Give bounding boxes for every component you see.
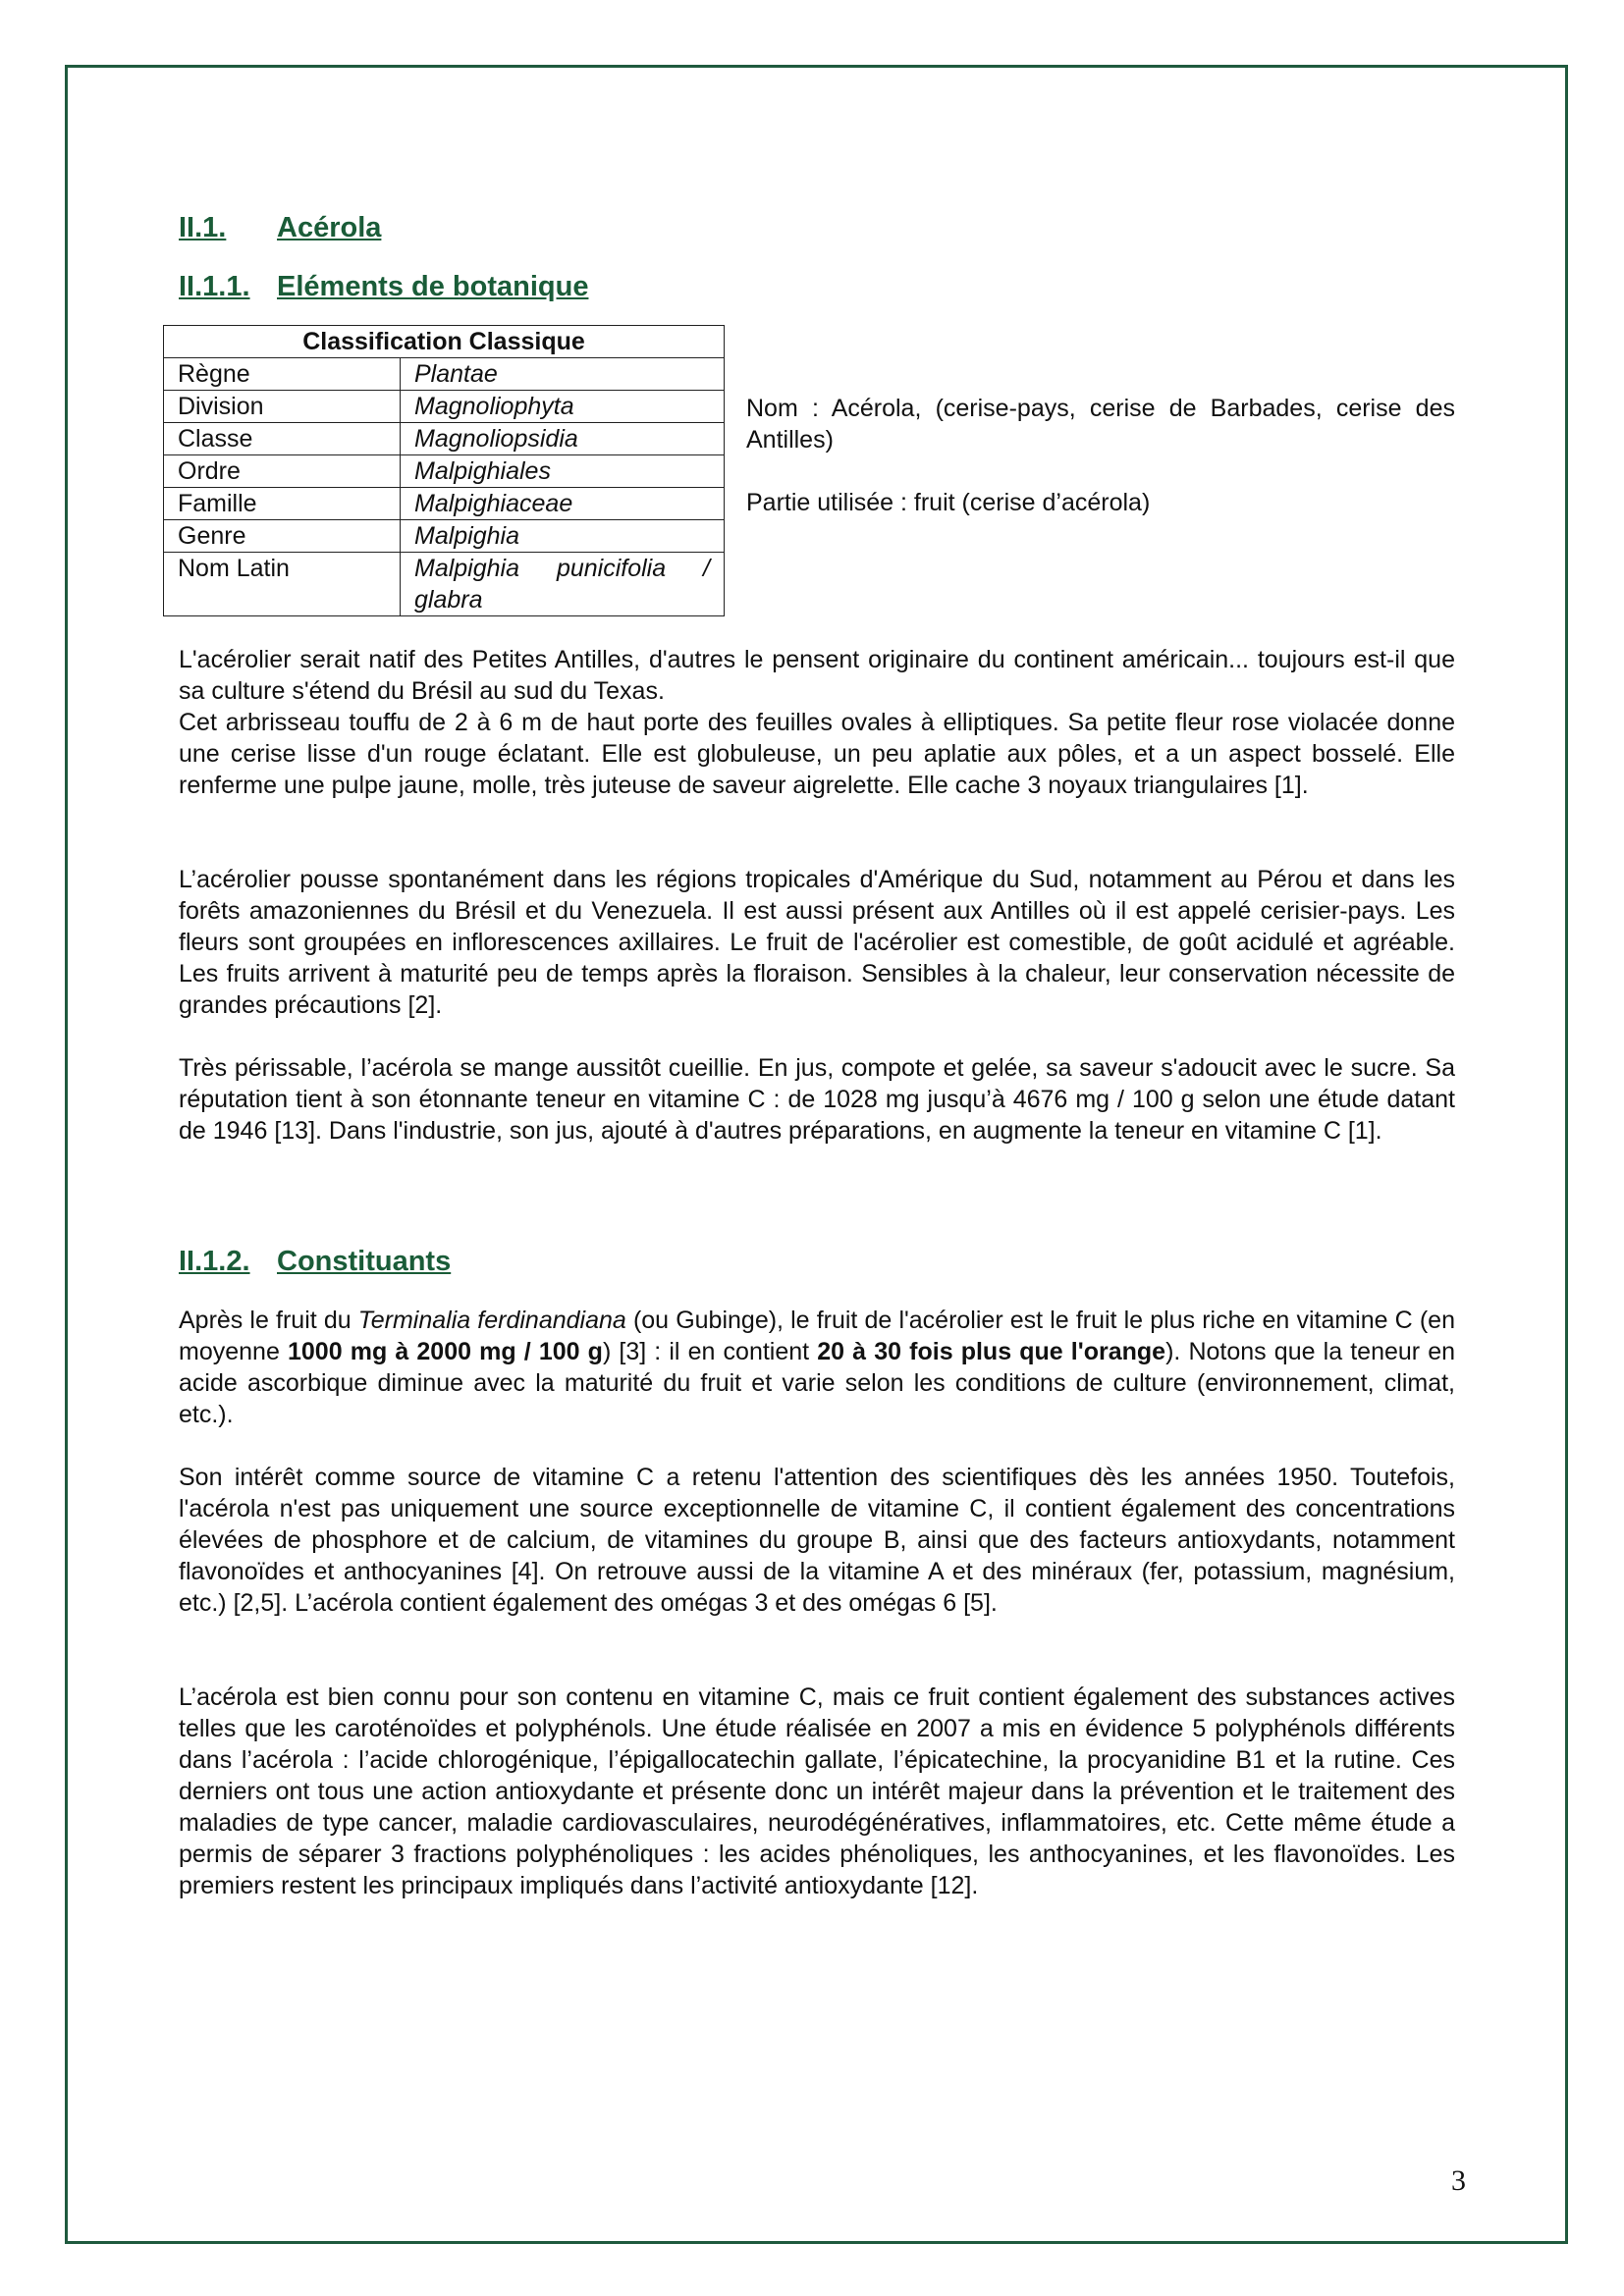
latin-name-part: punicifolia: [556, 555, 667, 582]
table-row: [164, 520, 725, 553]
row-label: Classe: [164, 423, 401, 455]
classification-header: Classification Classique: [164, 326, 725, 358]
text-run: (ou Gubinge), le fruit de l'acérolier est le fruit le plus riche en vitamine C (en moyenne: [179, 1307, 1455, 1365]
subsection-heading-botanique: [179, 271, 588, 303]
common-name-text: Nom : Acérola, (cerise-pays, cerise de Barbades, cerise des Antilles): [746, 395, 1455, 454]
emphasis-amount: 1000 mg à 2000 mg / 100 g: [287, 1338, 603, 1365]
text-run: Après le fruit du: [179, 1307, 358, 1334]
paragraph-nutrients: Son intérêt comme source de vitamine C a retenu l'attention des scientifiques dès les années 1950. Toutefois, l'acérola n'est pas uniquement une source exceptionnelle de vitamine C, il contient également des concentrations élevées de phosphore et de calcium, de vitamines du groupe B, ainsi que des facteurs antioxydants, notamment flavonoïdes et anthocyanines [4]. On retrouve aussi de la vitamine A et des minéraux (fer, potassium, magnésium, etc.) [2,5]. L’acérola contient également des omégas 3 et des omégas 6 [5].: [179, 1464, 1455, 1617]
row-value: Magnoliopsidia: [401, 423, 725, 455]
section-heading: [179, 212, 381, 244]
latin-name-part: Malpighia: [414, 555, 520, 582]
paragraph-usage: Très périssable, l’acérola se mange aussitôt cueillie. En jus, compote et gelée, sa saveur s'adoucit avec le sucre. Sa réputation tient à son étonnante teneur en vitamine C : de 1028 mg jusqu’à 4676 mg / 100 g selon une étude datant de 1946 [13]. Dans l'industrie, son jus, ajouté à d'autres préparations, en augmente la teneur en vitamine C [1].: [179, 1054, 1455, 1145]
row-value: Magnoliophyta: [401, 391, 725, 423]
emphasis-comparison: 20 à 30 fois plus que l'orange: [817, 1338, 1166, 1365]
table-row: [164, 358, 725, 391]
classification-table: [163, 325, 725, 616]
paragraph-vitamin-c: [179, 1305, 1455, 1430]
row-label: Ordre: [164, 455, 401, 488]
row-value: [401, 553, 725, 616]
subsection-title: Eléments de botanique: [277, 271, 589, 302]
page-number: 3: [1451, 2164, 1466, 2197]
row-label: Division: [164, 391, 401, 423]
row-label: Nom Latin: [164, 553, 401, 616]
subsection-number: II.1.1.: [179, 271, 250, 302]
paragraph-description: Cet arbrisseau touffu de 2 à 6 m de haut porte des feuilles ovales à elliptiques. Sa petite fleur rose violacée donne une cerise lisse d'un rouge éclatant. Elle est globuleuse, un peu aplatie aux pôles, et a un aspect bosselé. Elle renferme une pulpe jaune, molle, très juteuse de saveur aigrelette. Elle cache 3 noyaux triangulaires [1].: [179, 709, 1455, 799]
row-value: Malpighiaceae: [401, 488, 725, 520]
species-name: Terminalia ferdinandiana: [357, 1307, 626, 1334]
latin-name-part: glabra: [414, 586, 483, 614]
paragraph-habitat: L’acérolier pousse spontanément dans les régions tropicales d'Amérique du Sud, notamment au Pérou et dans les forêts amazoniennes du Brésil et du Venezuela. Il est aussi présent aux Antilles où il est appelé cerisier-pays. Les fleurs sont groupées en inflorescences axillaires. Le fruit de l'acérolier est comestible, de goût acidulé et agréable. Les fruits arrivent à maturité peu de temps après la floraison. Sensibles à la chaleur, leur conservation nécessite de grandes précautions [2].: [179, 866, 1455, 1019]
table-row: [164, 553, 725, 616]
table-row: [164, 423, 725, 455]
paragraph-origin: L'acérolier serait natif des Petites Antilles, d'autres le pensent originaire du continent américain... toujours est-il que sa culture s'étend du Brésil au sud du Texas.: [179, 646, 1455, 705]
latin-name-part: /: [703, 555, 710, 582]
subsection-title: Constituants: [277, 1246, 452, 1277]
section-number: II.1.: [179, 212, 227, 243]
row-label: Genre: [164, 520, 401, 553]
text-run: ). Notons que la teneur en acide ascorbique diminue avec la maturité du fruit et varie selon les conditions de culture (environnement, climat, etc.).: [179, 1338, 1456, 1428]
row-label: Famille: [164, 488, 401, 520]
row-value: Malpighiales: [401, 455, 725, 488]
text-run: ) [3] : il en contient: [602, 1338, 818, 1365]
subsection-number: II.1.2.: [179, 1246, 250, 1277]
row-value: Plantae: [401, 358, 725, 391]
paragraph-polyphenols: L’acérola est bien connu pour son contenu en vitamine C, mais ce fruit contient également des substances actives telles que les caroténoïdes et polyphénols. Une étude réalisée en 2007 a mis en évidence 5 polyphénols différents dans l’acérola : l’acide chlorogénique, l’épigallocatechin gallate, l’épicatechine, la procyanidine B1 et la rutine. Ces derniers ont tous une action antioxydante et présente donc un intérêt majeur dans la prévention et le traitement des maladies de type cancer, maladie cardiovasculaires, neurodégénératives, inflammatoires, etc. Cette même étude a permis de séparer 3 fractions polyphénoliques : les acides phénoliques, les anthocyanines, et les flavonoïdes. Les premiers restent les principaux impliqués dans l’activité antioxydante [12].: [179, 1683, 1455, 1899]
table-row: [164, 391, 725, 423]
table-row: [164, 455, 725, 488]
row-value: Malpighia: [401, 520, 725, 553]
section-title: Acérola: [277, 212, 382, 243]
subsection-heading-constituants: [179, 1246, 451, 1278]
row-label: Règne: [164, 358, 401, 391]
side-info: [746, 393, 1455, 518]
table-row: [164, 488, 725, 520]
used-part-text: Partie utilisée : fruit (cerise d’acérola): [746, 489, 1151, 516]
